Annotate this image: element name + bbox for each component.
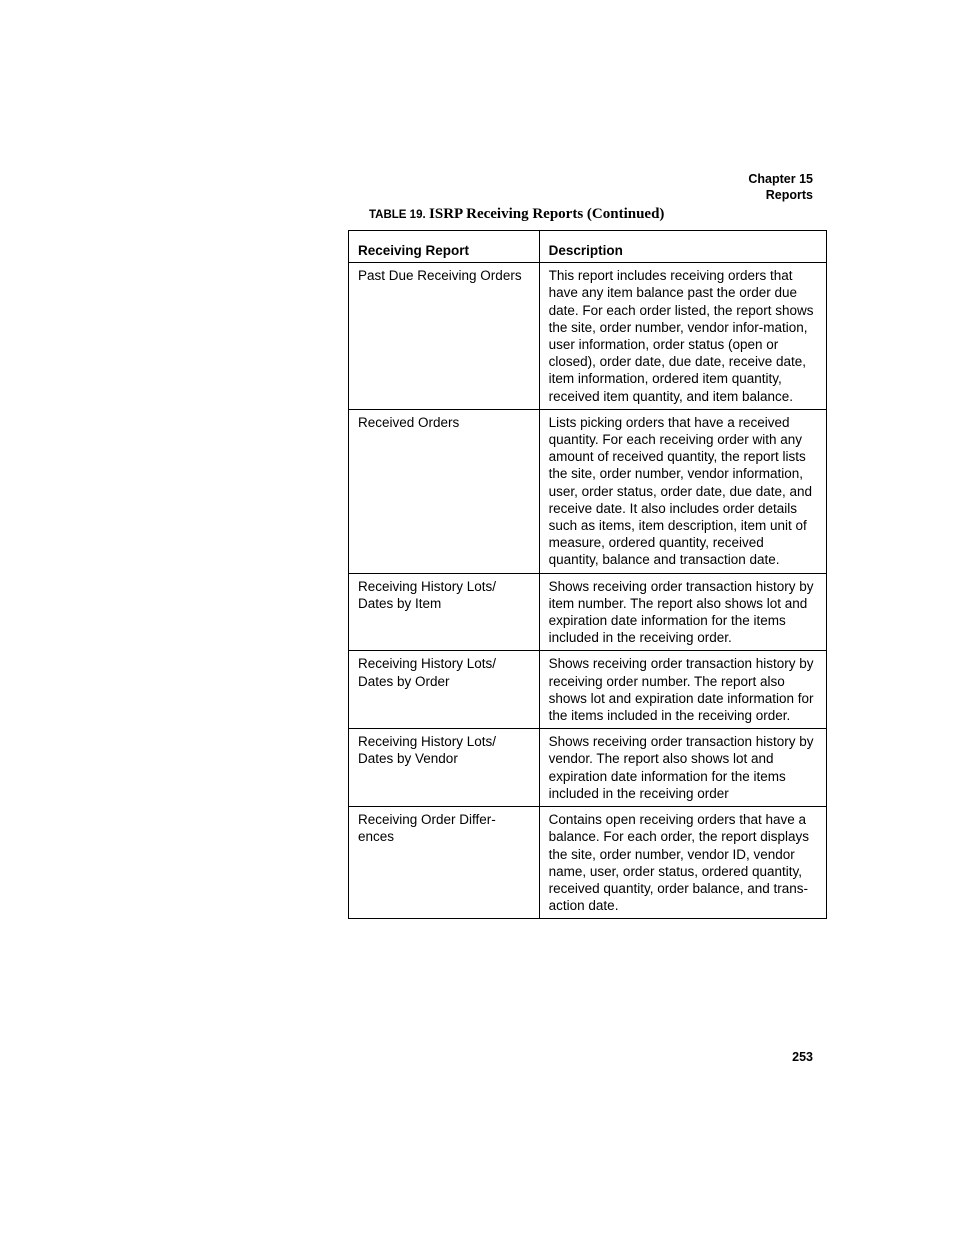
table-caption <box>369 206 664 223</box>
column-header-description: Description <box>539 231 826 263</box>
report-name-cell: Receiving History Lots/ Dates by Order <box>349 651 540 729</box>
table-row <box>349 409 827 573</box>
report-name-cell: Receiving History Lots/ Dates by Vendor <box>349 729 540 807</box>
column-header-report: Receiving Report <box>349 231 540 263</box>
chapter-label: Chapter 15 <box>748 172 813 186</box>
report-name-cell: Receiving Order Differ-ences <box>349 807 540 919</box>
table-row <box>349 651 827 729</box>
table-row <box>349 573 827 651</box>
receiving-reports-table <box>348 230 827 919</box>
description-cell: Shows receiving order transaction history by vendor. The report also shows lot and expiration date information for the items included in the receiving order <box>539 729 826 807</box>
table-row <box>349 807 827 919</box>
running-header <box>748 171 813 203</box>
table-title: ISRP Receiving Reports (Continued) <box>429 206 665 222</box>
description-cell: Contains open receiving orders that have a balance. For each order, the report displays the site, order number, vendor ID, vendor name, user, order status, ordered quantity, received quantity, order balance, and trans-action date. <box>539 807 826 919</box>
section-label: Reports <box>765 188 813 202</box>
table-number: TABLE 19. <box>369 209 426 221</box>
description-cell: Shows receiving order transaction history by receiving order number. The report also shows lot and expiration date information for the items included in the receiving order. <box>539 651 826 729</box>
report-name-cell: Received Orders <box>349 409 540 573</box>
report-name-cell: Receiving History Lots/ Dates by Item <box>349 573 540 651</box>
description-cell: Shows receiving order transaction history by item number. The report also shows lot and expiration date information for the items included in the receiving order. <box>539 573 826 651</box>
description-cell: Lists picking orders that have a received quantity. For each receiving order with any amount of received quantity, the report lists the site, order number, vendor information, user, order status, order date, due date, and receive date. It also includes order details such as items, item description, item unit of measure, ordered quantity, received quantity, balance and transaction date. <box>539 409 826 573</box>
description-cell: This report includes receiving orders that have any item balance past the order due date. For each order listed, the report shows the site, order number, vendor infor-mation, user information, order status (open or closed), order date, due date, receive date, item information, ordered item quantity, received item quantity, and item balance. <box>539 263 826 410</box>
table-row <box>349 263 827 410</box>
page-number: 253 <box>792 1050 813 1064</box>
table-header-row <box>349 231 827 263</box>
table-row <box>349 729 827 807</box>
report-name-cell: Past Due Receiving Orders <box>349 263 540 410</box>
